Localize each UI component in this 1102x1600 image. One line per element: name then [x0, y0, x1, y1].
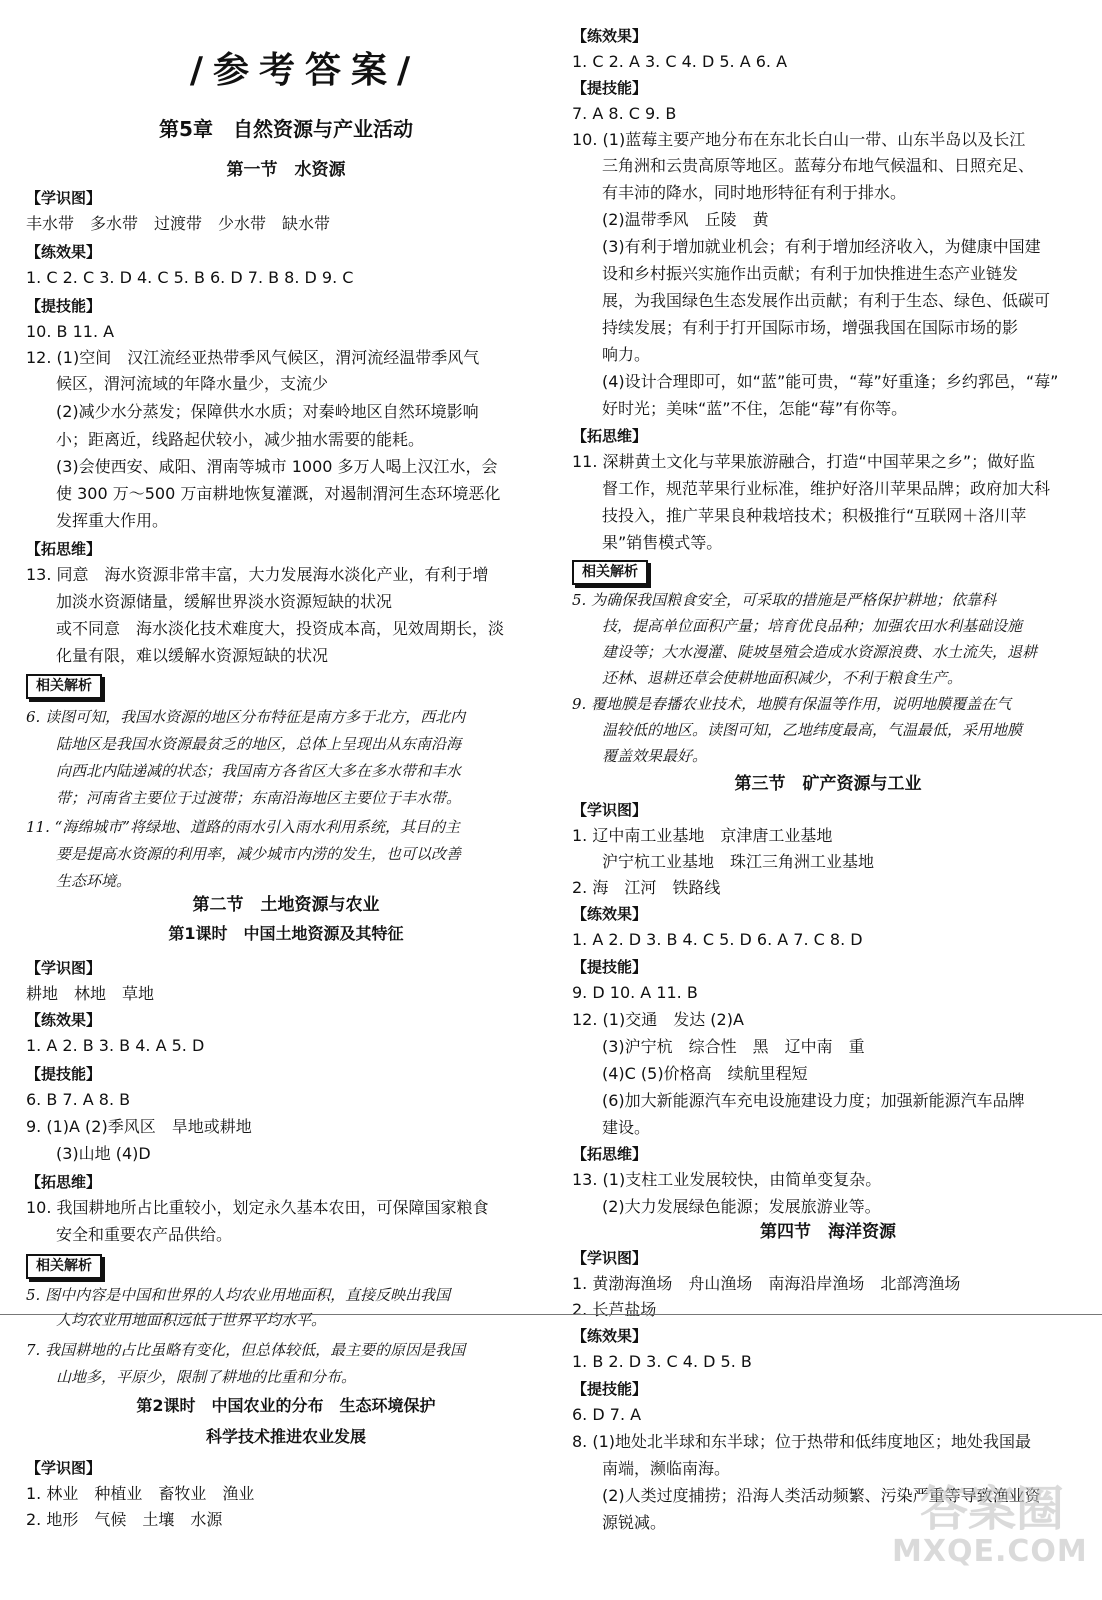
answer-line: 12. (1)空间 汉江流经亚热带季风气候区，渭河流经温带季风气	[26, 348, 480, 367]
answer-line: (3)山地 (4)D	[56, 1144, 151, 1163]
related-analysis-box: 相关解析	[26, 1254, 102, 1279]
answer-line: (3)会使西安、咸阳、渭南等城市 1000 多万人喝上汉江水，会	[56, 457, 498, 476]
answer-line: 候区，渭河流域的年降水量少，支流少	[56, 374, 329, 393]
watermark-logo: 答案圈	[920, 1481, 1065, 1537]
answer-line: 1. 林业 种植业 畜牧业 渔业	[26, 1484, 255, 1503]
answer-line: 督工作，规范苹果行业标准，维护好洛川苹果品牌；政府加大科	[602, 479, 1051, 498]
tag-label: 【练效果】	[26, 1011, 102, 1029]
answer-line: 9. (1)A (2)季风区 旱地或耕地	[26, 1117, 252, 1136]
explanation-line: 还林、退耕还草会使耕地面积减少，不利于粮食生产。	[602, 669, 963, 687]
explanation-line: 7. 我国耕地的占比虽略有变化，但总体较低，最主要的原因是我国	[26, 1341, 466, 1359]
page-divider	[0, 1314, 1102, 1315]
answer-line: 安全和重要农产品供给。	[56, 1225, 233, 1244]
related-analysis-box: 相关解析	[26, 674, 102, 699]
answer-line: 7. A 8. C 9. B	[572, 104, 677, 123]
answer-line: 沪宁杭工业基地 珠江三角洲工业基地	[602, 852, 875, 871]
tag-label: 【学识图】	[26, 1459, 102, 1477]
explanation-line: 11. “海绵城市”将绿地、道路的雨水引入雨水利用系统，其目的主	[26, 818, 460, 836]
section-title: 第四节 海洋资源	[760, 1222, 896, 1242]
explanation-line: 温较低的地区。读图可知，乙地纬度最高，气温最低，采用地膜	[602, 721, 1023, 739]
explanation-line: 建设等；大水漫灌、陡坡垦殖会造成水资源浪费、水土流失，退耕	[602, 643, 1038, 661]
answer-line: 化量有限，难以缓解水资源短缺的状况	[56, 646, 329, 665]
answer-line: (2)大力发展绿色能源；发展旅游业等。	[602, 1197, 881, 1216]
answer-line: 加淡水资源储量，缓解世界淡水资源短缺的状况	[56, 592, 393, 611]
answer-line: 小；距离近，线路起伏较小，减少抽水需要的能耗。	[56, 430, 425, 449]
tag-label: 【提技能】	[26, 297, 102, 315]
tag-label: 【提技能】	[572, 958, 648, 976]
section-title: 第二节 土地资源与农业	[192, 895, 380, 915]
answer-line: (2)温带季风 丘陵 黄	[602, 210, 769, 229]
answer-line: 10. (1)蓝莓主要产地分布在东北长白山一带、山东半岛以及长江	[572, 130, 1026, 149]
section-title: 第三节 矿产资源与工业	[734, 774, 922, 794]
answer-line: 6. D 7. A	[572, 1405, 642, 1424]
tag-label: 【学识图】	[572, 1249, 648, 1267]
answer-line: 9. D 10. A 11. B	[572, 983, 698, 1002]
explanation-line: 山地多，平原少，限制了耕地的比重和分布。	[56, 1368, 357, 1386]
tag-label: 【拓思维】	[572, 1145, 648, 1163]
tag-label: 【学识图】	[26, 959, 102, 977]
answer-line: 1. C 2. C 3. D 4. C 5. B 6. D 7. B 8. D 9. C	[26, 268, 354, 287]
answer-line: 发挥重大作用。	[56, 511, 169, 530]
explanation-line: 5. 为确保我国粮食安全，可采取的措施是严格保护耕地；依靠科	[572, 591, 997, 609]
answer-line: 8. (1)地处北半球和东半球；位于热带和低纬度地区；地处我国最	[572, 1432, 1032, 1451]
answer-line: (2)减少水分蒸发；保障供水水质；对秦岭地区自然环境影响	[56, 402, 479, 421]
answer-line: 好时光；美味“蓝”不住，怎能“莓”有你等。	[602, 399, 908, 418]
answer-line: (3)有利于增加就业机会；有利于增加经济收入，为健康中国建	[602, 237, 1041, 256]
answer-line: 2. 地形 气候 土壤 水源	[26, 1510, 223, 1529]
tag-label: 【练效果】	[572, 905, 648, 923]
answer-line: 13. 同意 海水资源非常丰富，大力发展海水淡化产业，有利于增	[26, 565, 489, 584]
explanation-line: 要是提高水资源的利用率，减少城市内涝的发生，也可以改善	[56, 845, 462, 863]
answer-line: 三角洲和云贵高原等地区。蓝莓分布地气候温和、日照充足、	[602, 156, 1035, 175]
answer-line: 12. (1)交通 发达 (2)A	[572, 1010, 744, 1029]
chapter-title: 第5章 自然资源与产业活动	[159, 117, 413, 141]
tag-label: 【学识图】	[572, 801, 648, 819]
answer-line: 技投入，推广苹果良种栽培技术；积极推行“互联网＋洛川苹	[602, 506, 1027, 525]
tag-label: 【提技能】	[572, 1380, 648, 1398]
tag-label: 【学识图】	[26, 189, 102, 207]
explanation-line: 5. 图中内容是中国和世界的人均农业用地面积，直接反映出我国	[26, 1286, 451, 1304]
explanation-line: 向西北内陆递减的状态；我国南方各省区大多在多水带和丰水	[56, 762, 462, 780]
section-title: 第一节 水资源	[226, 160, 346, 180]
answer-line: 13. (1)支柱工业发展较快，由简单变复杂。	[572, 1170, 882, 1189]
answer-line: 10. B 11. A	[26, 322, 115, 341]
tag-label: 【拓思维】	[572, 427, 648, 445]
watermark	[880, 1470, 1088, 1590]
answer-line: 源锐减。	[602, 1513, 667, 1532]
answer-line: 6. B 7. A 8. B	[26, 1090, 131, 1109]
answer-line: 响力。	[602, 345, 651, 364]
answer-line: (6)加大新能源汽车充电设施建设力度；加强新能源汽车品牌	[602, 1091, 1025, 1110]
explanation-line: 带；河南省主要位于过渡带；东南沿海地区主要位于丰水带。	[56, 789, 462, 807]
lesson-title: 第2课时 中国农业的分布 生态环境保护	[136, 1396, 436, 1415]
answers-header: /参考答案/	[189, 50, 421, 91]
answer-line: 1. 辽中南工业基地 京津唐工业基地	[572, 826, 833, 845]
explanation-line: 生态环境。	[56, 872, 132, 890]
answer-line: 2. 长芦盐场	[572, 1300, 657, 1319]
explanation-line: 技，提高单位面积产量；培育优良品种；加强农田水利基础设施	[602, 617, 1023, 635]
answer-line: 1. 黄渤海渔场 舟山渔场 南海沿岸渔场 北部湾渔场	[572, 1274, 961, 1293]
tag-label: 【练效果】	[572, 1327, 648, 1345]
tag-label: 【练效果】	[572, 27, 648, 45]
explanation-line: 陆地区是我国水资源最贫乏的地区，总体上呈现出从东南沿海	[56, 735, 462, 753]
watermark-url: MXQE.COM	[892, 1534, 1088, 1569]
answer-line: 持续发展；有利于打开国际市场，增强我国在国际市场的影	[602, 318, 1019, 337]
lesson-title: 科学技术推进农业发展	[205, 1427, 366, 1446]
explanation-line: 6. 读图可知，我国水资源的地区分布特征是南方多于北方，西北内	[26, 708, 466, 726]
answer-line: 展，为我国绿色生态发展作出贡献；有利于生态、绿色、低碳可	[602, 291, 1051, 310]
answer-line: 10. 我国耕地所占比重较小，划定永久基本农田，可保障国家粮食	[26, 1198, 489, 1217]
answer-line: 或不同意 海水淡化技术难度大，投资成本高，见效周期长，淡	[56, 619, 505, 638]
answer-line: (4)设计合理即可，如“蓝”能可贵，“莓”好重逢；乡约郛邑，“莓”	[602, 372, 1059, 391]
answer-line: 1. B 2. D 3. C 4. D 5. B	[572, 1352, 752, 1371]
answer-line: (4)C (5)价格高 续航里程短	[602, 1064, 808, 1083]
answer-line: 2. 海 江河 铁路线	[572, 878, 721, 897]
answer-line: 11. 深耕黄土文化与苹果旅游融合，打造“中国苹果之乡”；做好监	[572, 452, 1036, 471]
tag-label: 【练效果】	[26, 243, 102, 261]
answer-line: 丰水带 多水带 过渡带 少水带 缺水带	[26, 214, 331, 233]
related-analysis-box: 相关解析	[572, 560, 648, 585]
answer-line: 设和乡村振兴实施作出贡献；有利于加快推进生态产业链发	[602, 264, 1019, 283]
answer-line: 建设。	[602, 1118, 651, 1137]
answer-line: 1. A 2. B 3. B 4. A 5. D	[26, 1036, 205, 1055]
answer-line: 耕地 林地 草地	[26, 984, 155, 1003]
answer-line: 果”销售模式等。	[602, 533, 723, 552]
tag-label: 【提技能】	[26, 1065, 102, 1083]
explanation-line: 人均农业用地面积远低于世界平均水平。	[56, 1311, 327, 1329]
explanation-line: 覆盖效果最好。	[602, 747, 708, 765]
answer-line: (2)人类过度捕捞；沿海人类活动频繁、污染严重等导致渔业资	[602, 1486, 1041, 1505]
tag-label: 【提技能】	[572, 79, 648, 97]
tag-label: 【拓思维】	[26, 1173, 102, 1191]
explanation-line: 9. 覆地膜是春播农业技术，地膜有保温等作用，说明地膜覆盖在气	[572, 695, 1012, 713]
answer-line: 有丰沛的降水，同时地形特征有利于排水。	[602, 183, 907, 202]
answer-line: (3)沪宁杭 综合性 黑 辽中南 重	[602, 1037, 865, 1056]
answer-line: 1. C 2. A 3. C 4. D 5. A 6. A	[572, 52, 788, 71]
answer-line: 南端，濒临南海。	[602, 1459, 731, 1478]
answer-line: 1. A 2. D 3. B 4. C 5. D 6. A 7. C 8. D	[572, 930, 863, 949]
lesson-title: 第1课时 中国土地资源及其特征	[168, 924, 404, 943]
answer-line: 使 300 万～500 万亩耕地恢复灌溉，对遏制渭河生态环境恶化	[56, 484, 501, 503]
tag-label: 【拓思维】	[26, 540, 102, 558]
